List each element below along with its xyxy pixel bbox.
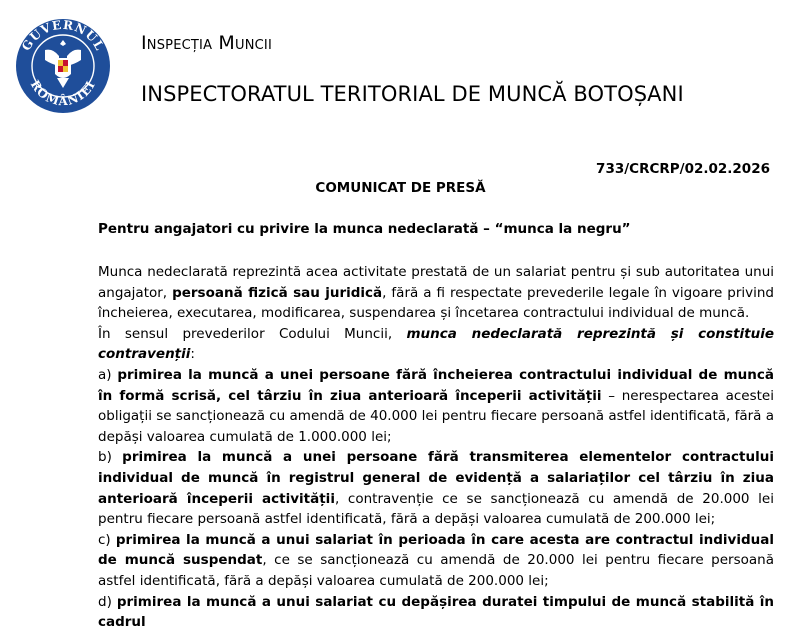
institution-name: Inspecția Muncii: [141, 32, 272, 54]
list-item-a: a) primirea la muncă a unei persoane fără încheierea contractului individual de muncă în formă scrisă, cel târziu în ziua anterioară începerii activității – nerespectarea acestei obligații se sancționează cu amendă de 40.000 lei pentru fiecare persoană astfel identificată, fără a depăși valoarea cumulată de 1.000.000 lei;: [98, 366, 775, 445]
paragraph-definition: Munca nedeclarată reprezintă acea activitate prestată de un salariat pentru și sub autoritatea unui angajator, persoană fizică sau juridică, fără a fi respectate prevederile legale în vigoare privind încheierea, executarea, modificarea, suspendarea și încetarea contractului individual de muncă.: [98, 264, 774, 322]
svg-text:ROMÂNIEI: ROMÂNIEI: [27, 77, 99, 109]
government-seal-logo: [15, 18, 111, 114]
list-item-b: b) primirea la muncă a unei persoane fără transmiterea elementelor contractului individual de muncă în registrul general de evidență a salariaților cel târziu în ziua anterioară începerii activității, contravenție ce se sancționează cu amendă de 20.000 lei pentru fiecare persoană astfel identificată, fără a depăși valoarea cumulată de 200.000 lei;: [98, 449, 774, 528]
document-title: COMUNICAT DE PRESĂ: [315, 180, 486, 196]
itm-name: INSPECTORATUL TERITORIAL DE MUNCĂ BOTOȘANI: [141, 82, 684, 106]
svg-text:GUVERNUL: GUVERNUL: [19, 18, 108, 54]
registration-number: 733/CRCRP/02.02.2026: [596, 161, 770, 177]
document-subtitle: Pentru angajatori cu privire la munca nedeclarată – “munca la negru”: [98, 221, 631, 237]
document-body: [98, 262, 774, 633]
list-item-c: c) primirea la muncă a unui salariat în perioada în care acesta are contractul individual de muncă suspendat, ce se sancționează cu amendă de 20.000 lei pentru fiecare persoană astfel identificată, fără a depăși valoarea cumulată de 200.000 lei;: [98, 531, 774, 589]
paragraph-code: În sensul prevederilor Codului Muncii, munca nedeclarată reprezintă și constituie contravenții:: [98, 325, 775, 363]
list-item-d: d) primirea la muncă a unui salariat cu depășirea duratei timpului de muncă stabilită în cadrul: [98, 593, 774, 631]
